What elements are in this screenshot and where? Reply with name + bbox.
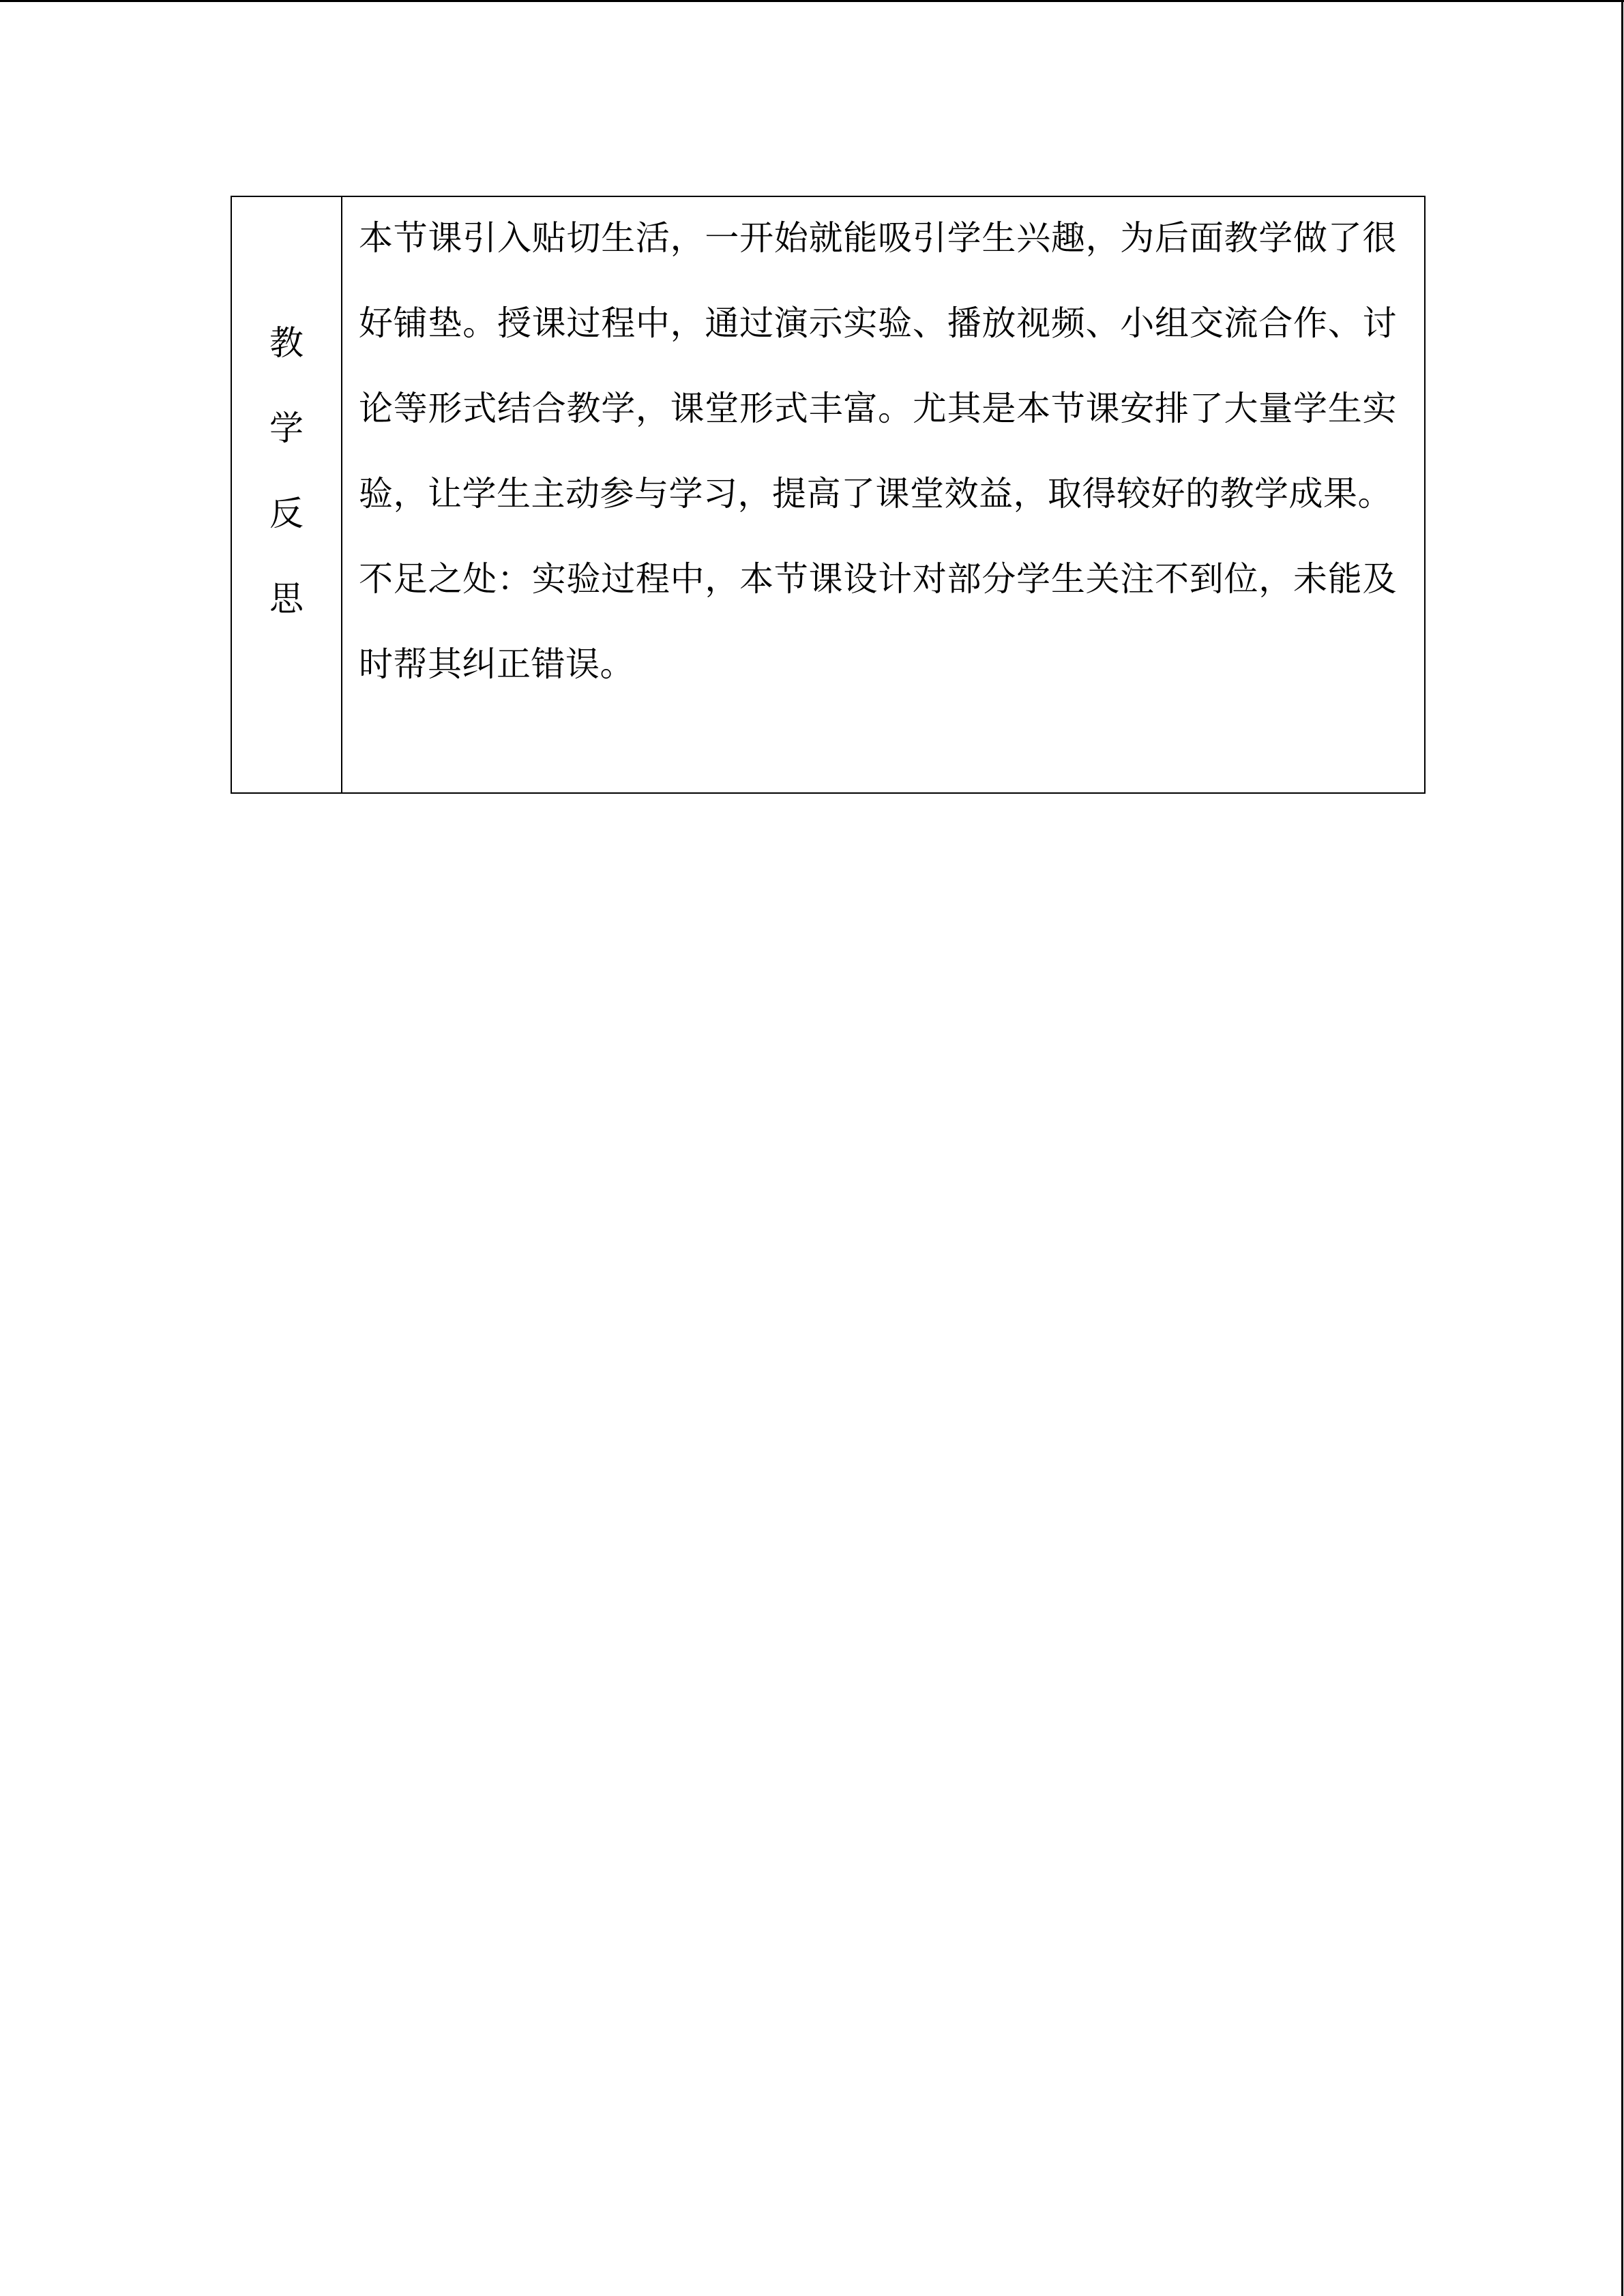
label-char: 学	[269, 408, 304, 448]
page-right-rule	[1621, 0, 1623, 2296]
reflection-content-cell	[342, 197, 1424, 792]
shortcomings-paragraph: 不足之处：实验过程中，本节课设计对部分学生关注不到位，未能及时帮其纠正错误。	[359, 559, 1397, 684]
label-char: 思	[269, 579, 304, 618]
page-top-rule	[0, 0, 1624, 2]
reflection-label-cell	[232, 197, 342, 792]
label-char: 教	[269, 323, 304, 363]
label-char: 反	[269, 494, 304, 533]
teaching-reflection-table	[231, 196, 1426, 794]
reflection-paragraph: 本节课引入贴切生活，一开始就能吸引学生兴趣，为后面教学做了很好铺垫。授课过程中，通过演示实验、播放视频、小组交流合作、讨论等形式结合教学，课堂形式丰富。尤其是本节课安排了大量学生实验，让学生主动参与学习，提高了课堂效益，取得较好的教学成果。	[359, 218, 1397, 513]
